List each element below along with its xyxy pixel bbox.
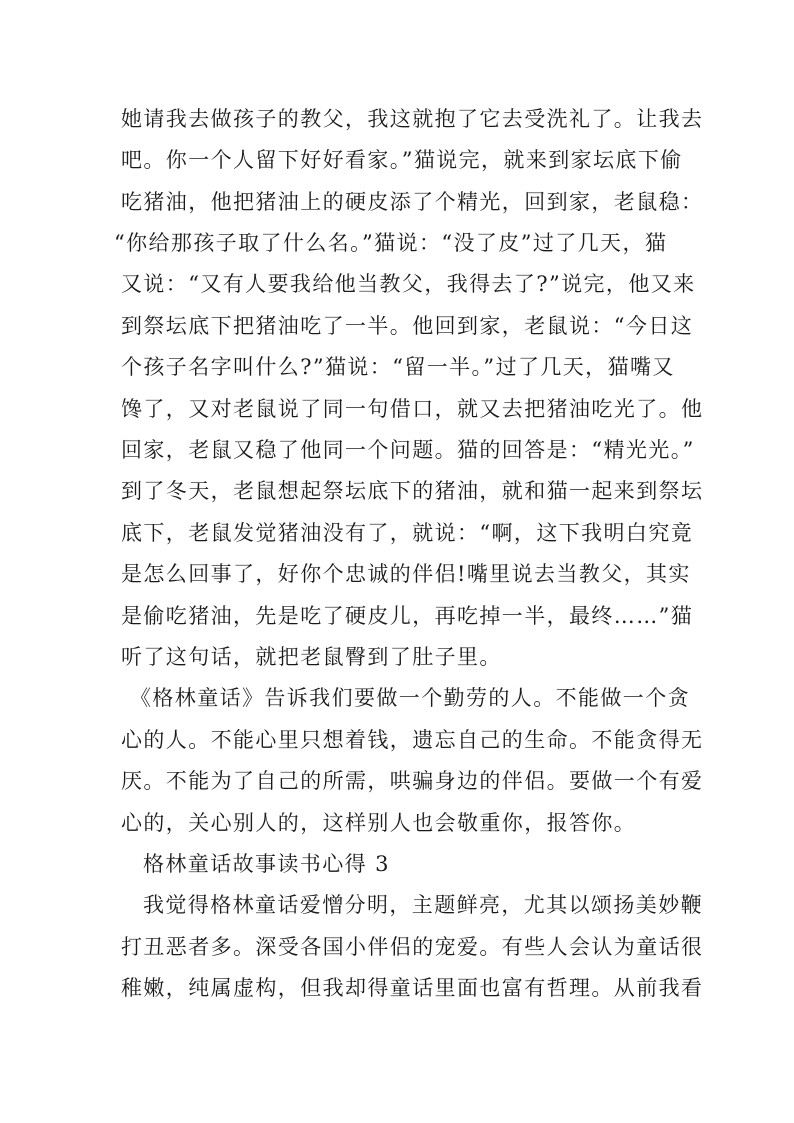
text-line: 听了这句话，就把老鼠臀到了肚子里。 [121,645,502,669]
text-line: 个孩子名字叫什么?”猫说：“留一半。”过了几天，猫嘴又 [121,355,675,379]
text-line: 心的，关心别人的，这样别人也会敬重你，报答你。 [121,811,637,835]
text-line: 《格林童话》告诉我们要做一个勤劳的人。不能做一个贪 [130,686,690,710]
text-line: 心的人。不能心里只想着钱，遗忘自己的生命。不能贪得无 [121,728,704,752]
text-line: 吃猪油，他把猪油上的硬皮添了个精光，回到家，老鼠稳： [121,190,704,214]
text-line: 又说：“又有人要我给他当教父，我得去了?”说完，他又来 [121,272,696,296]
text-line: 是怎么回事了，好你个忠诚的伴侣!嘴里说去当教父，其实 [121,562,691,586]
text-line: 吧。你一个人留下好好看家。”猫说完，就来到家坛底下偷 [121,148,683,172]
text-line: 到祭坛底下把猪油吃了一半。他回到家，老鼠说：“今日这 [121,314,694,338]
text-line: 回家，老鼠又稳了他同一个问题。猫的回答是：“精光光。” [121,438,695,462]
text-line: 稚嫩，纯属虚构，但我却得童话里面也富有哲理。从前我看 [121,976,704,1000]
text-line: 是偷吃猪油，先是吃了硬皮儿，再吃掉一半，最终……”猫 [121,604,694,628]
text-line: 底下，老鼠发觉猪油没有了，就说：“啊，这下我明白究竟 [121,521,694,545]
text-line: 厌。不能为了自己的所需，哄骗身边的伴侣。要做一个有爱 [121,769,704,793]
section-heading: 格林童话故事读书心得 3 [143,852,390,876]
text-line: 到了冬天，老鼠想起祭坛底下的猪油，就和猫一起来到祭坛 [121,479,704,503]
text-line: 打丑恶者多。深受各国小伴侣的宠爱。有些人会认为童话很 [121,935,704,959]
text-line: 馋了，又对老鼠说了同一句借口，就又去把猪油吃光了。他 [121,397,704,421]
text-line: 她请我去做孩子的教父，我这就抱了它去受洗礼了。让我去 [121,107,704,131]
text-line: “你给那孩子取了什么名。”猫说：“没了皮”过了几天，猫 [114,231,668,255]
text-line: 我觉得格林童话爱憎分明，主题鲜亮，尤其以颂扬美妙鞭 [143,893,703,917]
